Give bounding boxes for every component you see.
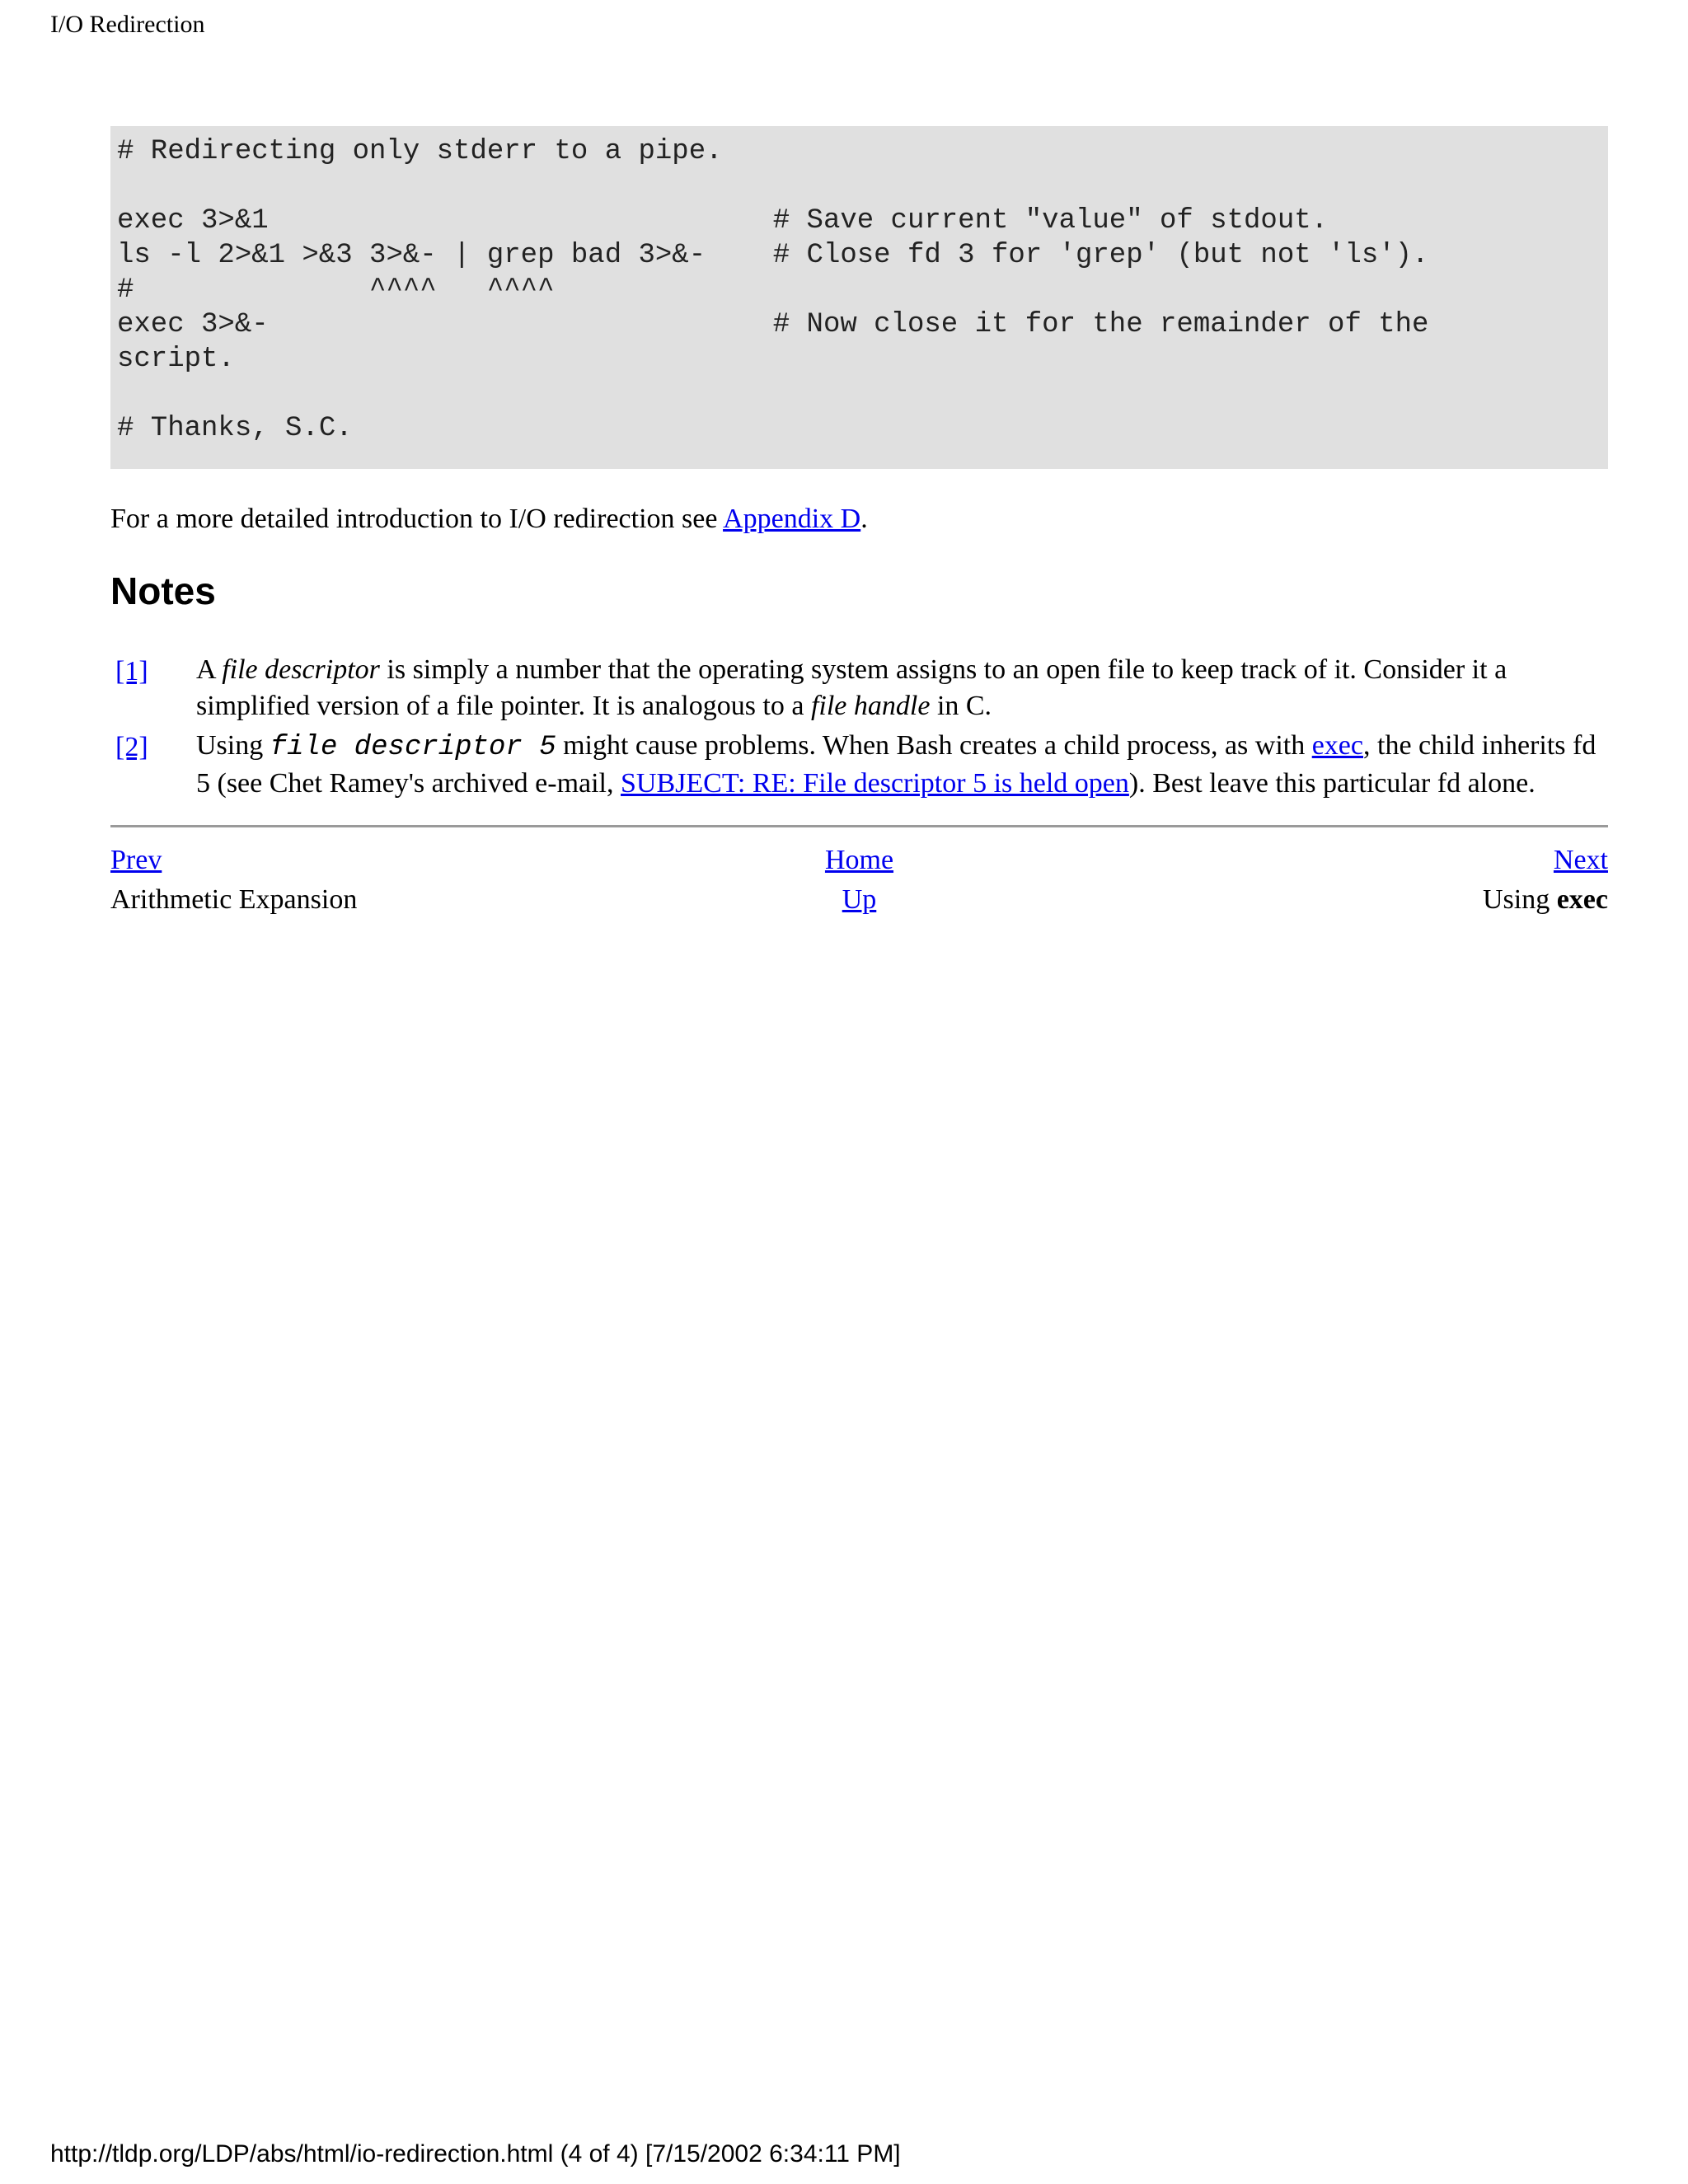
note-2: [110, 728, 1608, 802]
home-link[interactable]: Home: [824, 845, 894, 875]
page-footer-url: http://tldp.org/LDP/abs/html/io-redirection.html (4 of 4) [7/15/2002 6:34:11 PM]: [50, 2140, 901, 2168]
exec-link[interactable]: exec: [1311, 730, 1363, 761]
notes-list: [110, 652, 1608, 802]
note-text-fragment: is simply a number that the operating system assigns to an open file to keep track of it. Consider it a simplified version of a file pointer. It is analogous to a: [196, 654, 1507, 721]
intro-text: For a more detailed introduction to I/O redirection see: [110, 504, 724, 534]
note-text-fragment: Using: [196, 730, 270, 761]
navigation-footer: [110, 841, 1608, 920]
notes-heading: Notes: [110, 569, 216, 612]
intro-suffix: .: [860, 504, 868, 534]
prev-link[interactable]: Prev: [110, 845, 162, 875]
note-1-text: [196, 652, 1608, 724]
intro-paragraph: [110, 502, 1608, 537]
note-text-fragment: ). Best leave this particular fd alone.: [1128, 768, 1536, 799]
up-link[interactable]: Up: [842, 884, 877, 915]
prev-title: Arithmetic Expansion: [110, 884, 358, 915]
code-example: # Redirecting only stderr to a pipe. exec 3>&1 # Save current "value" of stdout. ls -l 2>&1 >&3 3>&- | grep bad 3>&- # Close fd 3 for 'grep' (but not 'ls'). # ^^^^ ^^^^ exec 3>&- # Now close it for the remainder of the script. # Thanks, S.C.: [110, 126, 1608, 469]
note-text-fragment: in C.: [930, 691, 992, 721]
note-text-fragment: , the child inherits fd 5 (see Chet Ramey's archived e-mail,: [196, 730, 1597, 799]
page-header-title: I/O Redirection: [50, 11, 205, 38]
next-link[interactable]: Next: [1553, 845, 1608, 875]
email-subject-link[interactable]: SUBJECT: RE: File descriptor 5 is held open: [621, 768, 1129, 799]
note-emphasis: file descriptor: [222, 654, 380, 685]
next-title: [1109, 880, 1608, 920]
nav-divider: [110, 825, 1608, 827]
next-title-prefix: Using: [1482, 884, 1557, 915]
appendix-d-link[interactable]: Appendix D: [723, 504, 861, 534]
note-text-fragment: might cause problems. When Bash creates a child process, as with: [556, 730, 1312, 761]
note-2-backlink[interactable]: [2]: [115, 732, 148, 762]
next-title-command: exec: [1556, 884, 1608, 915]
note-emphasis: file handle: [810, 691, 931, 721]
note-1-backlink[interactable]: [1]: [115, 656, 148, 687]
note-1: [110, 652, 1608, 724]
main-content: [110, 126, 1608, 920]
note-code: file descriptor 5: [270, 732, 556, 763]
note-text-fragment: A: [196, 654, 223, 685]
note-2-text: [196, 728, 1608, 802]
